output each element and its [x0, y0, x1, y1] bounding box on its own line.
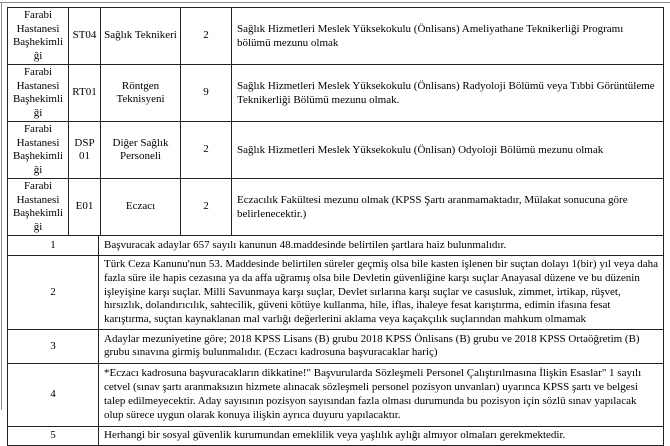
- title-cell: Röntgen Teknisyeni: [101, 65, 181, 122]
- condition-text: Adaylar mezuniyetine göre; 2018 KPSS Lisans (B) grubu 2018 KPSS Önlisans (B) grubu ve 2018 KPSS Ortaöğretim (B) grubu sınavına girmiş bulunmalıdır. (Eczacı kadrosuna başvuracaklar hariç): [99, 329, 664, 363]
- condition-text: *Eczacı kadrosuna başvuracakların dikkatine!" Başvurularda Sözleşmeli Personel Çalıştırılmasına İlişkin Esaslar" 1 sayılı cetvel (sınav şartı aranmaksızın hizmete alınacak sözleşmeli personel pozisyon unvanları) uyarınca KPSS şartı ve belgesi talep edilmeyecektir. Aday sayısının pozisyon sayısından fazla olması durumunda bu pozisyon için sözlü sınav yapılacak olup sürece uygun olarak konuya ilişkin ayrıca duyuru yapılacaktır.: [99, 363, 664, 426]
- requirement-cell: Sağlık Hizmetleri Meslek Yüksekokulu (Önlisan) Odyoloji Bölümü mezunu olmak: [232, 122, 664, 179]
- left-page-rule: [1, 2, 2, 410]
- code-cell: ST04: [69, 8, 101, 65]
- top-page-rule: [0, 2, 670, 3]
- position-row: [8, 179, 664, 236]
- condition-text: Başvuracak adaylar 657 sayılı kanunun 48.maddesinde belirtilen şartlara haiz bulunmalıdır.: [99, 236, 664, 256]
- requirement-cell: Sağlık Hizmetleri Meslek Yüksekokulu (Önlisans) Radyoloji Bölümü veya Tıbbi Görüntüleme Teknikerliği Bölümü mezunu olmak.: [232, 65, 664, 122]
- title-cell: Diğer Sağlık Personeli: [101, 122, 181, 179]
- position-row: [8, 65, 664, 122]
- positions-table: [7, 7, 664, 236]
- count-cell: 9: [181, 65, 232, 122]
- condition-number: 4: [8, 363, 99, 426]
- requirement-cell: Sağlık Hizmetleri Meslek Yüksekokulu (Önlisans) Ameliyathane Teknikerliği Programı bölümü mezunu olmak: [232, 8, 664, 65]
- conditions-table: [7, 235, 664, 446]
- condition-row: [8, 363, 664, 426]
- unit-cell: Farabi Hastanesi Başhekimliği: [8, 8, 69, 65]
- condition-row: [8, 256, 664, 330]
- title-cell: Sağlık Teknikeri: [101, 8, 181, 65]
- condition-number: 5: [8, 426, 99, 445]
- unit-cell: Farabi Hastanesi Başhekimliği: [8, 65, 69, 122]
- count-cell: 2: [181, 179, 232, 236]
- code-cell: DSP01: [69, 122, 101, 179]
- condition-number: 3: [8, 329, 99, 363]
- condition-text: Herhangi bir sosyal güvenlik kurumundan emeklilik veya yaşlılık aylığı almıyor olmaları gerekmektedir.: [99, 426, 664, 445]
- count-cell: 2: [181, 122, 232, 179]
- title-cell: Eczacı: [101, 179, 181, 236]
- condition-number: 1: [8, 236, 99, 256]
- position-row: [8, 8, 664, 65]
- condition-row: [8, 329, 664, 363]
- unit-cell: Farabi Hastanesi Başhekimliği: [8, 122, 69, 179]
- condition-row: [8, 426, 664, 445]
- condition-text: Türk Ceza Kanunu'nun 53. Maddesinde belirtilen süreler geçmiş olsa bile kasten işlenen bir suçtan dolayı 1(bir) yıl veya daha fazla süre ile hapis cezasına ya da affa uğramış olsa bile Devletin güvenliğine karşı suçlar Anayasal düzene ve bu düzenin işleyişine karşı suçlar. Milli Savunmaya karşı suçlar, Devlet sırlarına karşı suçlar ve casusluk, zimmet, irtikap, rüşvet, hırsızlık, dolandırıcılık, sahtecilik, güveni kötüye kullanma, hile, iflas, ihaleye fesat karıştırma, edimin ifasına fesat karıştırma, suçtan kaynaklanan mal varlığı değerlerini aklama veya kaçakçılık suçlarından mahkum olmamak: [99, 256, 664, 330]
- code-cell: RT01: [69, 65, 101, 122]
- count-cell: 2: [181, 8, 232, 65]
- requirement-cell: Eczacılık Fakültesi mezunu olmak (KPSS Şartı aranmamaktadır, Mülakat sonucuna göre belirlenecektir.): [232, 179, 664, 236]
- document-page: [7, 7, 663, 446]
- code-cell: E01: [69, 179, 101, 236]
- condition-row: [8, 236, 664, 256]
- unit-cell: Farabi Hastanesi Başhekimliği: [8, 179, 69, 236]
- condition-number: 2: [8, 256, 99, 330]
- position-row: [8, 122, 664, 179]
